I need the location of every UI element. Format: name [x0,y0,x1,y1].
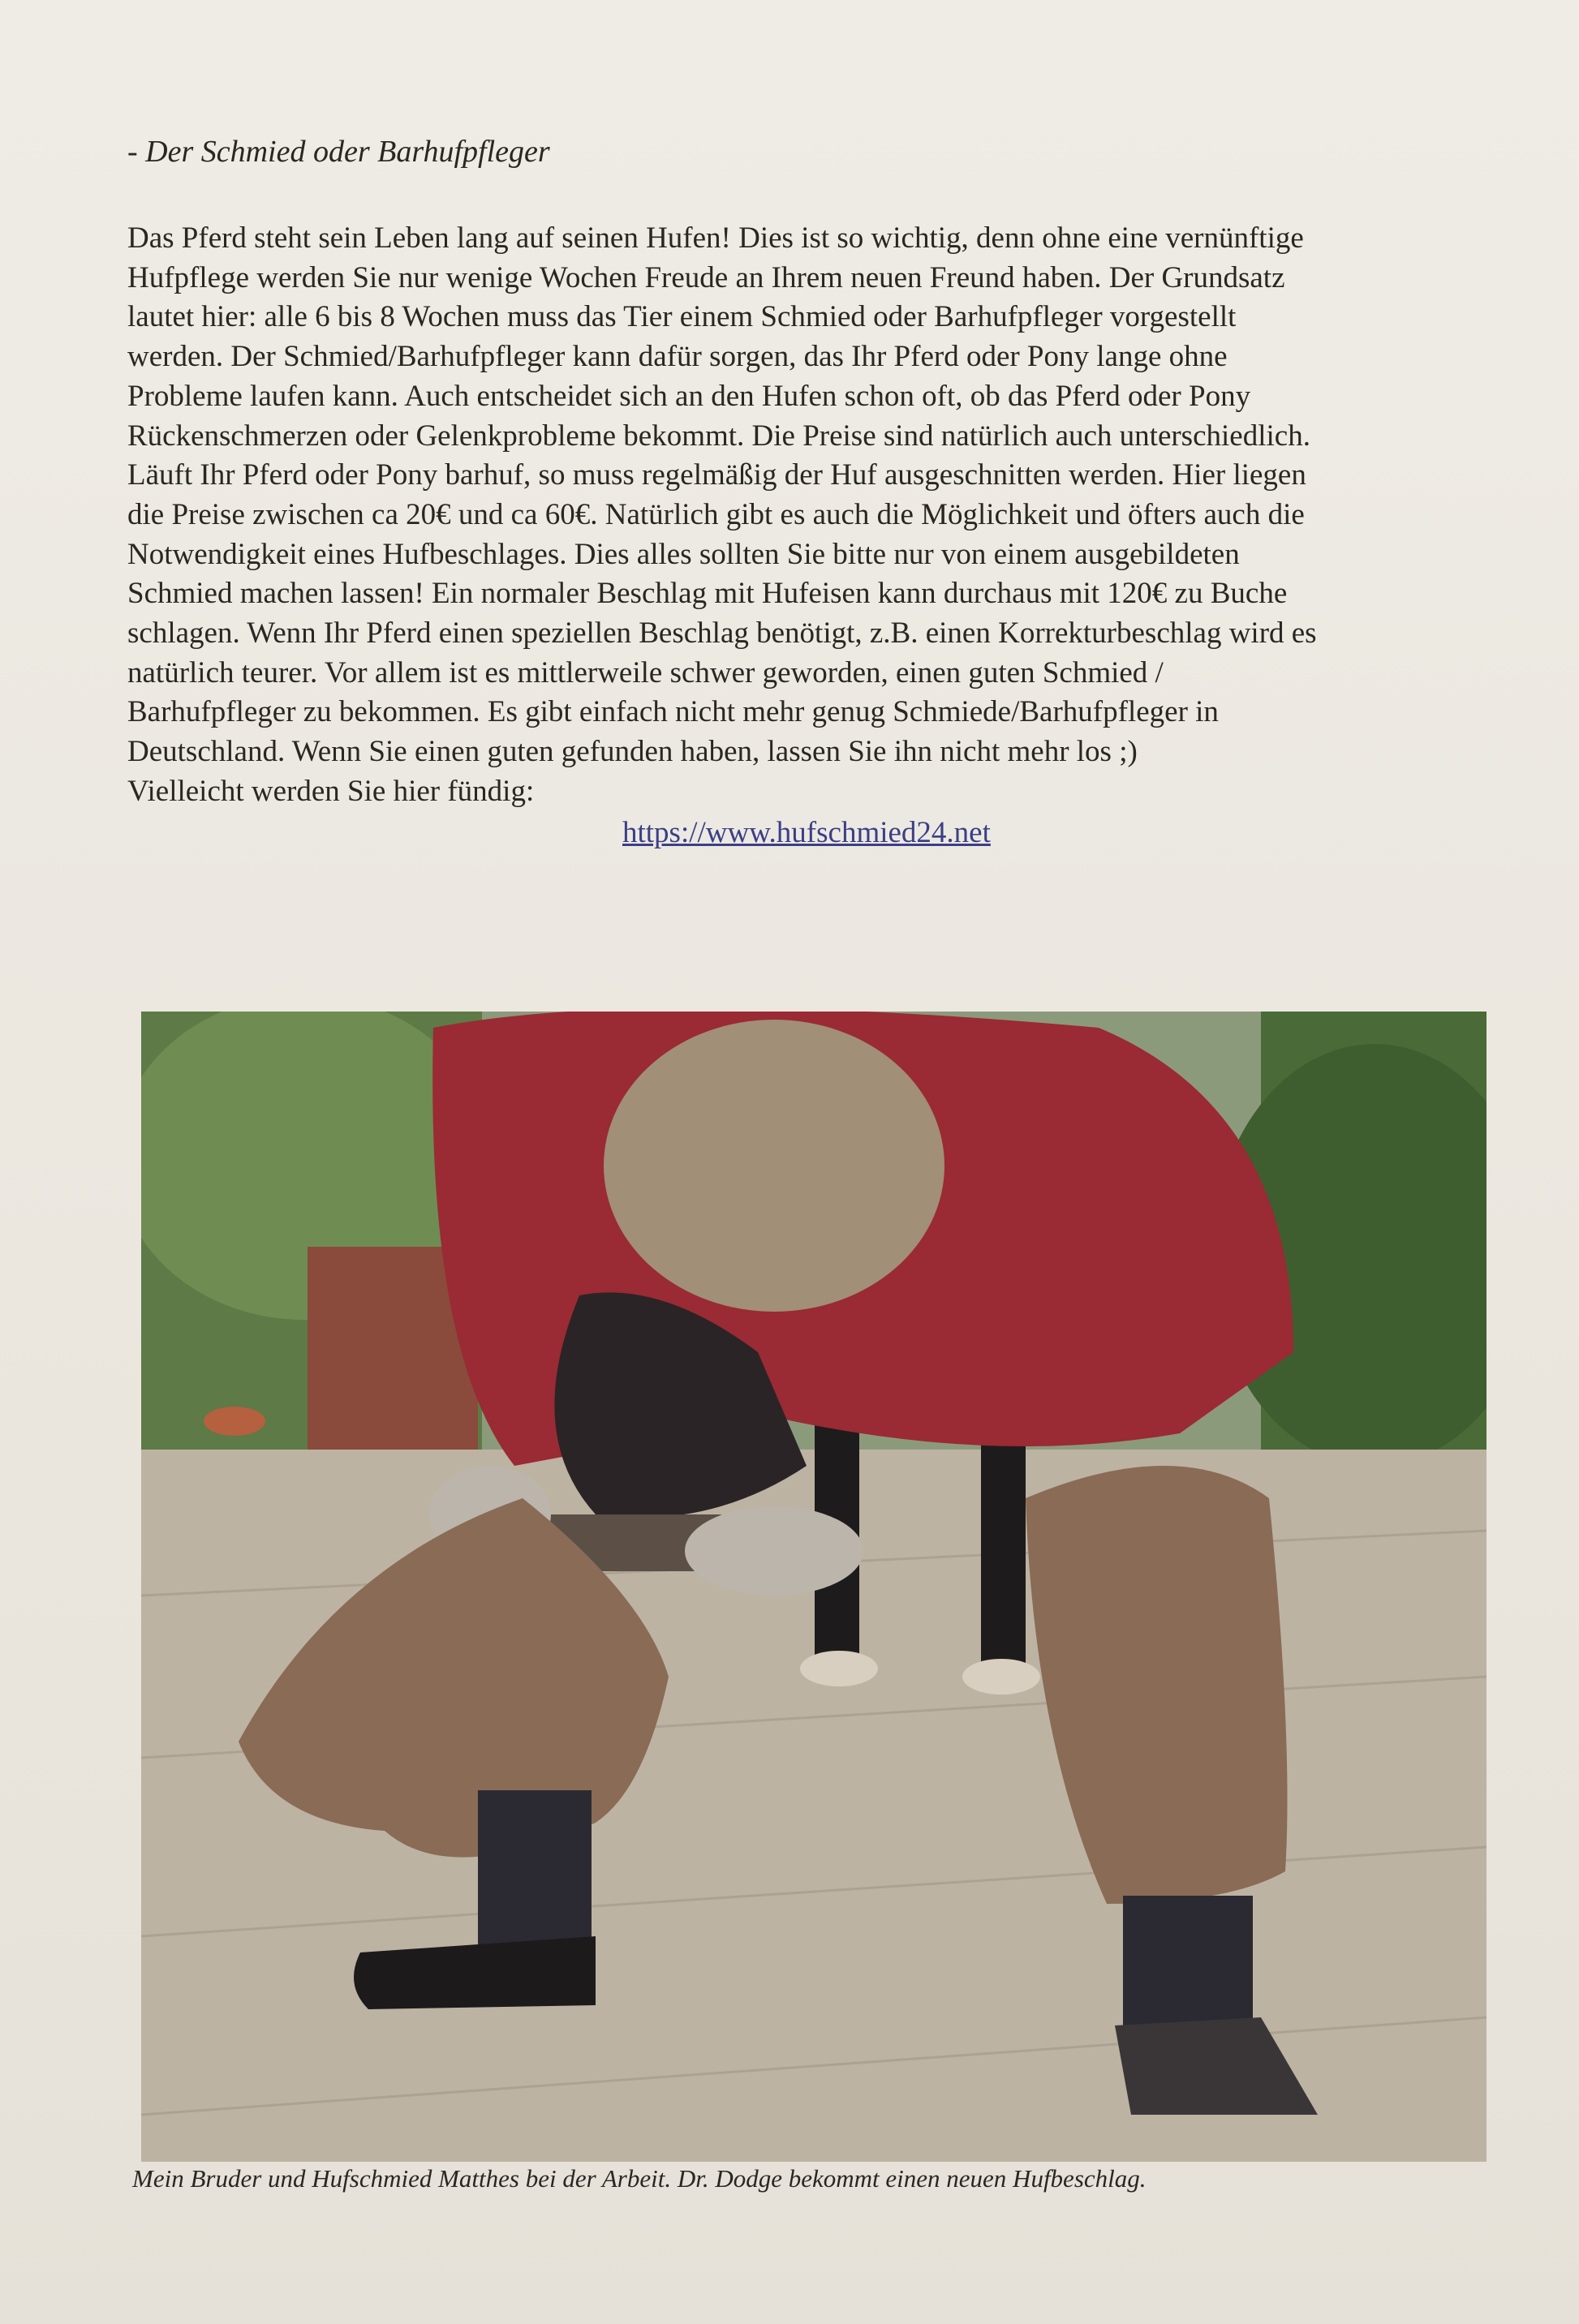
body-line: lautet hier: alle 6 bis 8 Wochen muss das Tier einem Schmied oder Barhufpfleger vorgestellt [127,300,1237,334]
trouser-left [478,1790,592,1961]
body-line: Notwendigkeit eines Hufbeschlages. Dies alles sollten Sie bitte nur von einem ausgebildeten [127,537,1240,571]
flower-pot [204,1407,265,1436]
body-line: die Preise zwischen ca 20€ und ca 60€. Natürlich gibt es auch die Möglichkeit und öfters auch die [127,497,1305,531]
body-line: Probleme laufen kann. Auch entscheidet sich an den Hufen schon oft, ob das Pferd oder Pony [127,379,1251,413]
section-heading: - Der Schmied oder Barhufpfleger [127,135,550,169]
body-line: Vielleicht werden Sie hier fündig: [127,774,535,808]
body-line: Das Pferd steht sein Leben lang auf seinen Hufen! Dies ist so wichtig, denn ohne eine vernünftige [127,221,1304,255]
horse-leg [981,1417,1026,1669]
body-line: schlagen. Wenn Ihr Pferd einen speziellen Beschlag benötigt, z.B. einen Korrekturbeschlag wird es [127,616,1317,651]
body-line: Läuft Ihr Pferd oder Pony barhuf, so muss regelmäßig der Huf ausgeschnitten werden. Hier liegen [127,458,1306,492]
hufschmied-link[interactable]: https://www.hufschmied24.net [622,816,991,849]
body-line: Rückenschmerzen oder Gelenkprobleme bekommt. Die Preise sind natürlich auch unterschiedlich. [127,419,1310,453]
head [604,1020,944,1312]
body-line: natürlich teurer. Vor allem ist es mittlerweile schwer geworden, einen guten Schmied / [127,655,1164,689]
body-line: Deutschland. Wenn Sie einen guten gefunden haben, lassen Sie ihn nicht mehr los ;) [127,735,1138,769]
body-line: werden. Der Schmied/Barhufpfleger kann dafür sorgen, das Ihr Pferd oder Pony lange ohne [127,340,1228,374]
glove-right [685,1506,863,1596]
body-line: Hufpflege werden Sie nur wenige Wochen Freude an Ihrem neuen Freund haben. Der Grundsatz [127,260,1285,294]
photo-caption: Mein Bruder und Hufschmied Matthes bei der Arbeit. Dr. Dodge bekommt einen neuen Hufbeschlag. [132,2164,1147,2193]
farrier-illustration [141,1012,1486,2162]
body-line: Schmied machen lassen! Ein normaler Beschlag mit Hufeisen kann durchaus mit 120€ zu Buche [127,577,1288,611]
body-line: Barhufpfleger zu bekommen. Es gibt einfach nicht mehr genug Schmiede/Barhufpfleger in [127,695,1219,729]
farrier-photo [141,1012,1486,2162]
body-paragraph [127,219,1458,812]
